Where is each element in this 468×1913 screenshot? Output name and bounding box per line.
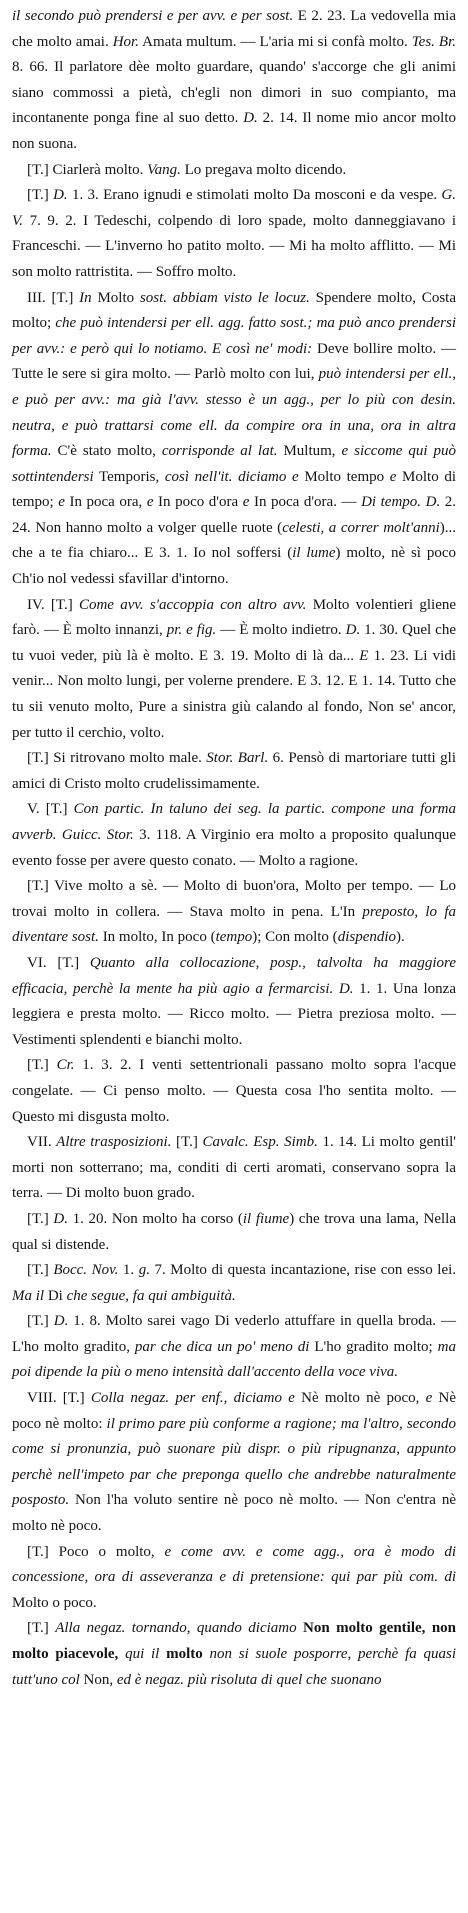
- italic-text-run: Colla negaz. per enf., diciamo e: [90, 1390, 295, 1407]
- italic-text-run: pr. e fig.: [166, 622, 217, 639]
- italic-text-run: può intendersi per ell., e può per avv.: ma già l'avv. stesso è un agg., per lo più con desin. neutra, e può trattarsi come ell. da compire ora in una, ora in altra forma.: [12, 366, 457, 460]
- text-run: Nè molto nè poco,: [294, 1390, 426, 1407]
- entry-paragraph: [12, 1386, 456, 1540]
- italic-text-run: qui il: [125, 1646, 160, 1662]
- italic-text-run: preposto, lo fa diventare sost.: [12, 903, 456, 946]
- italic-text-run: Quanto alla collocazione, posp., talvolta ha maggiore efficacia, perchè la mente ha più agio a fermarcisi.: [12, 954, 456, 997]
- text-run: III. [T.]: [27, 289, 80, 306]
- italic-text-run: il lume: [292, 545, 336, 562]
- text-run: [T.] Vive molto a sè. — Molto di buon'ora, Molto per tempo. — Lo trovai molto in collera. — Stava molto in pena. L'In: [12, 878, 456, 920]
- italic-text-run: Ma il: [12, 1287, 45, 1304]
- entry-paragraph: [12, 4, 456, 158]
- entry-paragraph: [12, 1207, 456, 1258]
- text-run: Deve bollire molto. — Tutte le sere si gira molto. — Parlò molto con lui,: [12, 340, 456, 383]
- text-run: 1.: [118, 1262, 139, 1279]
- entry-paragraph: [12, 951, 456, 1053]
- italic-text-run: e: [146, 494, 154, 511]
- text-run: In poco d'ora: [153, 494, 243, 511]
- italic-text-run: D.: [345, 622, 361, 639]
- entry-paragraph: [12, 593, 456, 747]
- italic-text-run: celesti, a correr molt'anni: [282, 519, 440, 536]
- text-run: Lo pregava molto dicendo.: [180, 161, 347, 178]
- entry-paragraph: [12, 1309, 456, 1386]
- italic-text-run: e: [425, 1390, 433, 1407]
- text-run: 1. 20. Non molto ha corso (: [68, 1210, 243, 1227]
- italic-text-run: ma poi dipende la più o meno intensità dall'accento della voce viva.: [12, 1338, 457, 1381]
- italic-text-run: che può intendersi per ell. agg. fatto sost.; ma può anco prendersi per avv.: e però qui lo notiamo. E così ne' modi:: [12, 315, 456, 357]
- italic-text-run: D.: [53, 1210, 69, 1227]
- entry-paragraph: [12, 1130, 456, 1207]
- italic-text-run: e: [389, 468, 397, 485]
- text-run: 1. 30. Quel che tu vuoi veder, più là è molto. E 3. 19. Molto di là da...: [12, 622, 456, 664]
- entry-paragraph: [12, 286, 456, 593]
- text-run: [T.]: [171, 1134, 203, 1151]
- entry-paragraph: [12, 1540, 456, 1617]
- italic-text-run: il fiume: [242, 1210, 290, 1227]
- text-run: Molto: [91, 289, 140, 306]
- italic-text-run: D.: [243, 110, 258, 127]
- text-run: ).: [396, 929, 405, 946]
- text-run: [T.]: [27, 1210, 54, 1227]
- italic-text-run: tempo: [215, 929, 253, 946]
- italic-text-run: e come avv. e come agg., ora è modo di concessione, ora di asseveranza e di pretensione: qui par più com. di: [12, 1543, 456, 1586]
- text-run: 8. 66. Il parlatore dèe molto guardare, quando' s'accorge che gli animi siano commossi a pietà, ch'egli non dimori in suo compianto, ma incontanente ponga fine al suo detto.: [12, 59, 456, 127]
- bold-text-run: molto: [159, 1646, 210, 1662]
- italic-text-run: Con partic. In taluno dei seg. la partic. compone una forma avverb.: [12, 801, 456, 843]
- text-run: 1. 3. Erano ignudi e stimolati molto Da mosconi e da vespe.: [67, 187, 442, 204]
- italic-text-run: che segue, fa qui ambiguità.: [66, 1287, 236, 1304]
- italic-text-run: Altre trasposizioni.: [56, 1134, 172, 1151]
- text-run: Non,: [79, 1671, 117, 1688]
- text-run: [T.] Si ritrovano molto male.: [27, 750, 207, 767]
- text-run: Di: [44, 1287, 67, 1304]
- text-run: ) molto, nè sì poco Ch'io nol vedessi sfavillar d'intorno.: [12, 545, 456, 588]
- text-run: VI. [T.]: [27, 954, 90, 971]
- italic-text-run: dispendio: [337, 929, 397, 946]
- entry-paragraph: [12, 874, 456, 951]
- italic-text-run: e siccome qui può sottintendersi: [12, 443, 457, 485]
- italic-text-run: par che dica un po' meno di: [134, 1338, 310, 1355]
- entry-text-column: [12, 4, 456, 1693]
- text-run: IV. [T.]: [27, 596, 79, 613]
- text-run: [T.]: [27, 1057, 57, 1074]
- text-run: Molto tempo: [298, 468, 390, 485]
- italic-text-run: In: [79, 289, 92, 306]
- text-run: C'è stato molto,: [51, 443, 162, 460]
- text-run: Amata multum. — L'aria mi si confà molto.: [138, 33, 412, 50]
- italic-text-run: corrisponde al lat.: [161, 443, 278, 460]
- text-run: VII.: [27, 1134, 57, 1151]
- text-run: — È molto indietro.: [216, 622, 346, 639]
- text-run: [T.]: [27, 1262, 54, 1279]
- italic-text-run: Vang.: [147, 161, 181, 178]
- text-run: 1. 23. Li vidi venir... Non molto lungi, per volerne prendere. E 3. 12. E 1. 14. Tutto che tu sii venuto molto, Pure a sinistra giù calando al fondo, Non se' ancor, per tutto il cerchio, volto.: [12, 647, 456, 741]
- text-run: Multum,: [277, 443, 342, 460]
- italic-text-run: il primo pare più conforme a ragione; ma l'altro, secondo come si pronunzia, può suonare più dispr. o più ripugnanza, appunto perchè nell'impeto par che preponga quello che andrebbe naturalmente posposto.: [12, 1415, 456, 1509]
- entry-paragraph: [12, 1258, 456, 1309]
- text-run: Non l'ha voluto sentire nè poco nè molto. — Non c'entra nè molto nè poco.: [12, 1492, 456, 1535]
- italic-text-run: non si suole posporre, perchè fa quasi tutt'uno col: [12, 1646, 456, 1688]
- italic-text-run: D.: [425, 494, 441, 511]
- italic-text-run: D.: [53, 1313, 69, 1330]
- text-run: [T.] Poco o molto,: [27, 1543, 165, 1560]
- italic-text-run: così nell'it. diciamo e: [164, 468, 299, 485]
- text-run: Molto volentieri gliene farò. — È molto innanzi,: [12, 596, 457, 639]
- italic-text-run: E: [359, 647, 369, 664]
- italic-text-run: D.: [338, 980, 354, 997]
- text-run: 1. 8. Molto sarei vago Di vederlo attuffare in quella broda. — L'ho molto gradito,: [12, 1313, 456, 1355]
- text-run: E 2. 23. La vedovella mia che molto amai.: [12, 8, 456, 50]
- italic-text-run: D.: [53, 187, 68, 204]
- text-run: 3. 118. A Virginio era molto a proposito qualunque evento fosse per avere questo conato. — Molto a ragione.: [12, 827, 456, 869]
- bold-text-run: Non molto gentile, non molto piacevole,: [12, 1620, 456, 1662]
- entry-paragraph: [12, 183, 456, 285]
- italic-text-run: ed è negaz. più risoluta di quel che suonano: [116, 1671, 382, 1688]
- text-run: [T.]: [27, 1620, 56, 1637]
- italic-text-run: Guicc. Stor.: [61, 827, 134, 843]
- italic-text-run: Cr.: [56, 1057, 75, 1074]
- italic-text-run: Cavalc. Esp. Simb.: [202, 1134, 318, 1151]
- entry-paragraph: [12, 1053, 456, 1130]
- italic-text-run: il secondo può prendersi e per avv. e per sost.: [12, 8, 294, 24]
- text-run: Molto o poco.: [12, 1594, 97, 1611]
- italic-text-run: Alla negaz. tornando, quando diciamo: [55, 1620, 297, 1637]
- italic-text-run: Come avv. s'accoppia con altro avv.: [78, 596, 307, 613]
- italic-text-run: e: [58, 494, 65, 511]
- italic-text-run: Hor.: [112, 33, 139, 50]
- entry-paragraph: [12, 158, 456, 184]
- text-run: Nè poco nè molto:: [12, 1390, 457, 1432]
- entry-paragraph: [12, 797, 456, 874]
- italic-text-run: G. V.: [12, 187, 456, 229]
- text-run: 2. 14. Il nome mio ancor molto non suona.: [12, 110, 456, 152]
- text-run: L'ho gradito molto;: [309, 1338, 438, 1355]
- text-run: 1. 1. Una lonza leggiera e presta molto. — Ricco molto. — Pietra preziosa molto. — Vestimenti splendenti e bianchi molto.: [12, 980, 456, 1048]
- text-run: V. [T.]: [27, 801, 74, 818]
- text-run: 6. Pensò di martoriare tutti gli amici di Cristo molto crudelissimamente.: [12, 750, 456, 792]
- entry-paragraph: [12, 1616, 456, 1693]
- text-run: )... che a te fia chiaro... E 3. 1. Io nol soffersi (: [12, 519, 456, 562]
- entry-paragraph: [12, 746, 456, 797]
- text-run: 7. Molto di questa incantazione, rise con esso lei.: [149, 1262, 457, 1279]
- text-run: 1. 3. 2. I venti settentrionali passano molto sopra l'acque congelate. — Ci penso molto. — Questa cosa l'ho sentita molto. — Questo mi disgusta molto.: [12, 1057, 457, 1125]
- text-run: In poca d'ora. —: [249, 494, 362, 511]
- text-run: ); Con molto (: [252, 929, 338, 946]
- text-run: [T.] Ciarlerà molto.: [27, 161, 148, 178]
- text-run: ) che trova una lama, Nella qual si distende.: [12, 1210, 456, 1253]
- text-run: [T.]: [27, 1313, 54, 1330]
- italic-text-run: Tes. Br.: [411, 33, 457, 50]
- text-run: 1. 14. Li molto gentil' morti non sotterrano; ma, conditi di certi aromati, conservano sopra la terra. — Di molto buon grado.: [12, 1134, 456, 1202]
- italic-text-run: Bocc. Nov.: [53, 1262, 119, 1279]
- italic-text-run: e: [242, 494, 250, 511]
- italic-text-run: sost. abbiam visto le locuz.: [139, 289, 310, 306]
- text-run: [T.]: [27, 187, 54, 204]
- text-run: Temporis,: [93, 468, 165, 485]
- italic-text-run: Stor. Barl.: [206, 750, 269, 767]
- text-run: 2. 24. Non hanno molto a volger quelle ruote (: [12, 494, 457, 536]
- italic-text-run: Di tempo.: [361, 494, 422, 511]
- italic-text-run: g.: [138, 1262, 150, 1279]
- text-run: 7. 9. 2. I Tedeschi, colpendo di loro spade, molto danneggiavano i Franceschi. — L'inverno ho patito molto. — Mi ha molto afflitto. — Mi son molto rattristita. — Soffro molto.: [12, 212, 456, 280]
- text-run: Spendere molto, Costa molto;: [12, 289, 456, 332]
- text-run: In molto, In poco (: [98, 929, 216, 946]
- text-run: VIII. [T.]: [27, 1390, 91, 1407]
- text-run: Molto di tempo;: [12, 468, 457, 511]
- text-run: In poca ora,: [64, 494, 147, 511]
